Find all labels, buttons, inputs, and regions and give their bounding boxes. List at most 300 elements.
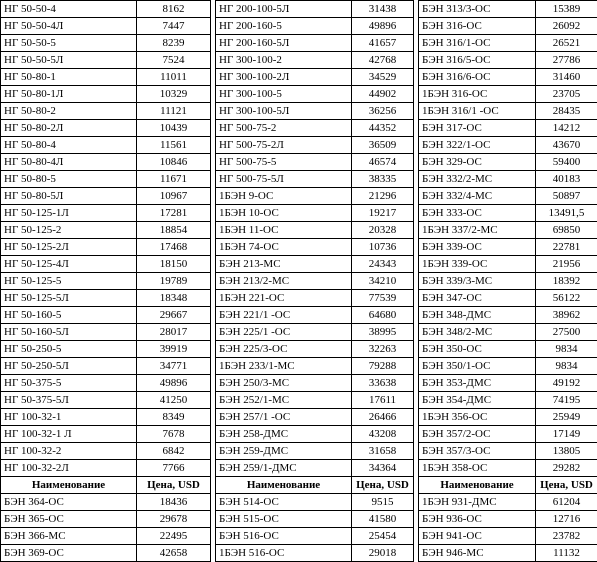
table-row (419, 460, 597, 477)
item-price: 22495 (137, 528, 211, 545)
table-row (1, 52, 211, 69)
table-row (419, 528, 597, 545)
table-row (419, 18, 597, 35)
table-row (216, 307, 414, 324)
item-name: НГ 50-375-5 (1, 375, 137, 392)
item-price: 24343 (352, 256, 414, 273)
table-row (419, 1, 597, 18)
item-price: 31658 (352, 443, 414, 460)
table-row (1, 426, 211, 443)
table-row (419, 188, 597, 205)
item-price: 18150 (137, 256, 211, 273)
table-row (1, 307, 211, 324)
table-row (216, 18, 414, 35)
table-row (1, 69, 211, 86)
item-price: 42658 (137, 545, 211, 562)
item-name: 1БЭН 931-ДМС (419, 494, 536, 511)
table-row (216, 86, 414, 103)
item-price: 41250 (137, 392, 211, 409)
table-row (1, 188, 211, 205)
table-body (419, 1, 597, 562)
table-row (216, 443, 414, 460)
item-name: НГ 200-160-5Л (216, 35, 352, 52)
item-name: 1БЭН 10-ОС (216, 205, 352, 222)
table-row (1, 256, 211, 273)
table-row (419, 86, 597, 103)
item-name: БЭН 347-ОС (419, 290, 536, 307)
table-row (216, 290, 414, 307)
item-price: 23782 (536, 528, 597, 545)
item-price: 6842 (137, 443, 211, 460)
table-row (216, 324, 414, 341)
item-price: 25949 (536, 409, 597, 426)
item-name: БЭН 333-ОС (419, 205, 536, 222)
table-row (216, 69, 414, 86)
table-row (216, 528, 414, 545)
item-name: НГ 300-100-2Л (216, 69, 352, 86)
item-name: НГ 50-50-4 (1, 1, 137, 18)
item-name: НГ 100-32-1 (1, 409, 137, 426)
item-price: 10329 (137, 86, 211, 103)
item-price: 43670 (536, 137, 597, 154)
price-column-3 (418, 0, 597, 550)
item-name: НГ 300-100-5Л (216, 103, 352, 120)
item-name: 1БЭН 339-ОС (419, 256, 536, 273)
column-header-price: Цена, USD (137, 477, 211, 494)
table-row (216, 341, 414, 358)
item-name: БЭН 348-ДМС (419, 307, 536, 324)
item-name: НГ 50-80-4 (1, 137, 137, 154)
item-price: 34210 (352, 273, 414, 290)
item-name: БЭН 365-ОС (1, 511, 137, 528)
item-price: 11011 (137, 69, 211, 86)
item-name: БЭН 332/2-МС (419, 171, 536, 188)
table-row (216, 120, 414, 137)
item-name: БЭН 353-ДМС (419, 375, 536, 392)
item-price: 13491,5 (536, 205, 597, 222)
table-row (419, 307, 597, 324)
item-name: НГ 500-75-2 (216, 120, 352, 137)
item-name: БЭН 316/6-ОС (419, 69, 536, 86)
item-name: НГ 50-50-5Л (1, 52, 137, 69)
table-row (1, 1, 211, 18)
table-row (419, 103, 597, 120)
item-price: 20328 (352, 222, 414, 239)
price-column-2 (215, 0, 413, 550)
item-name: НГ 50-125-2Л (1, 239, 137, 256)
item-name: БЭН 514-ОС (216, 494, 352, 511)
table-row (1, 120, 211, 137)
table-row (1, 154, 211, 171)
item-price: 13805 (536, 443, 597, 460)
item-name: 1БЭН 74-ОС (216, 239, 352, 256)
item-name: БЭН 316-ОС (419, 18, 536, 35)
item-price: 38962 (536, 307, 597, 324)
table-row (216, 1, 414, 18)
column-header-price: Цена, USD (536, 477, 597, 494)
item-price: 19217 (352, 205, 414, 222)
item-price: 39919 (137, 341, 211, 358)
table-row (1, 35, 211, 52)
table-row (1, 409, 211, 426)
table-row (216, 205, 414, 222)
column-header-name: Наименование (419, 477, 536, 494)
table-row (216, 494, 414, 511)
item-name: 1БЭН 233/1-МС (216, 358, 352, 375)
item-name: НГ 200-160-5 (216, 18, 352, 35)
item-price: 69850 (536, 222, 597, 239)
table-row (1, 341, 211, 358)
table-row (419, 324, 597, 341)
item-price: 9834 (536, 341, 597, 358)
table-row (1, 290, 211, 307)
table-row (419, 52, 597, 69)
item-name: БЭН 322/1-ОС (419, 137, 536, 154)
item-name: БЭН 250/3-МС (216, 375, 352, 392)
item-name: НГ 50-80-5Л (1, 188, 137, 205)
table-row (419, 239, 597, 256)
item-price: 34364 (352, 460, 414, 477)
table-row (419, 358, 597, 375)
item-name: БЭН 515-ОС (216, 511, 352, 528)
table-header-row (216, 477, 414, 494)
item-price: 38335 (352, 171, 414, 188)
item-price: 7766 (137, 460, 211, 477)
item-name: НГ 300-100-2 (216, 52, 352, 69)
item-name: БЭН 357/3-ОС (419, 443, 536, 460)
item-name: НГ 50-160-5Л (1, 324, 137, 341)
item-price: 79288 (352, 358, 414, 375)
item-name: БЭН 354-ДМС (419, 392, 536, 409)
price-table-3 (418, 0, 597, 562)
item-name: НГ 200-100-5Л (216, 1, 352, 18)
item-name: БЭН 316/1-ОС (419, 35, 536, 52)
item-price: 42768 (352, 52, 414, 69)
item-price: 7678 (137, 426, 211, 443)
item-price: 26092 (536, 18, 597, 35)
item-price: 56122 (536, 290, 597, 307)
table-row (419, 256, 597, 273)
item-price: 21956 (536, 256, 597, 273)
item-price: 29282 (536, 460, 597, 477)
table-row (216, 511, 414, 528)
item-name: НГ 50-80-2 (1, 103, 137, 120)
item-name: НГ 50-375-5Л (1, 392, 137, 409)
table-row (1, 171, 211, 188)
table-row (419, 69, 597, 86)
item-name: БЭН 364-ОС (1, 494, 137, 511)
item-price: 7524 (137, 52, 211, 69)
item-name: БЭН 259/1-ДМС (216, 460, 352, 477)
item-price: 36509 (352, 137, 414, 154)
table-row (419, 35, 597, 52)
item-name: БЭН 258-ДМС (216, 426, 352, 443)
item-price: 31438 (352, 1, 414, 18)
item-price: 38995 (352, 324, 414, 341)
item-name: БЭН 339-ОС (419, 239, 536, 256)
table-row (419, 171, 597, 188)
table-row (216, 239, 414, 256)
table-row (1, 324, 211, 341)
table-body (1, 1, 211, 562)
item-name: БЭН 225/1 -ОС (216, 324, 352, 341)
table-row (1, 494, 211, 511)
item-name: 1БЭН 11-ОС (216, 222, 352, 239)
item-name: НГ 50-125-2 (1, 222, 137, 239)
item-price: 64680 (352, 307, 414, 324)
table-row (419, 545, 597, 562)
table-row (1, 222, 211, 239)
item-price: 11132 (536, 545, 597, 562)
item-name: 1БЭН 337/2-МС (419, 222, 536, 239)
table-row (216, 358, 414, 375)
table-row (419, 205, 597, 222)
item-price: 22781 (536, 239, 597, 256)
table-row (1, 375, 211, 392)
item-price: 9834 (536, 358, 597, 375)
table-body (216, 1, 414, 562)
item-name: БЭН 946-МС (419, 545, 536, 562)
table-row (1, 392, 211, 409)
price-column-1 (0, 0, 210, 550)
item-price: 28435 (536, 103, 597, 120)
item-price: 25454 (352, 528, 414, 545)
item-price: 18392 (536, 273, 597, 290)
item-name: НГ 50-125-4Л (1, 256, 137, 273)
item-price: 40183 (536, 171, 597, 188)
table-row (419, 273, 597, 290)
item-price: 36256 (352, 103, 414, 120)
table-row (1, 103, 211, 120)
item-price: 44352 (352, 120, 414, 137)
item-name: БЭН 350/1-ОС (419, 358, 536, 375)
item-price: 15389 (536, 1, 597, 18)
item-price: 31460 (536, 69, 597, 86)
item-price: 21296 (352, 188, 414, 205)
item-name: БЭН 329-ОС (419, 154, 536, 171)
table-row (216, 375, 414, 392)
table-row (1, 239, 211, 256)
item-price: 11121 (137, 103, 211, 120)
item-price: 29678 (137, 511, 211, 528)
item-name: НГ 50-80-1 (1, 69, 137, 86)
item-name: НГ 100-32-2 (1, 443, 137, 460)
item-price: 44902 (352, 86, 414, 103)
item-price: 8239 (137, 35, 211, 52)
item-name: БЭН 252/1-МС (216, 392, 352, 409)
item-price: 33638 (352, 375, 414, 392)
table-row (216, 460, 414, 477)
item-price: 26521 (536, 35, 597, 52)
table-row (216, 392, 414, 409)
column-header-name: Наименование (216, 477, 352, 494)
table-row (216, 52, 414, 69)
item-price: 43208 (352, 426, 414, 443)
item-name: 1БЭН 316/1 -ОС (419, 103, 536, 120)
item-name: БЭН 366-МС (1, 528, 137, 545)
item-name: БЭН 221/1 -ОС (216, 307, 352, 324)
table-row (419, 511, 597, 528)
column-header-price: Цена, USD (352, 477, 414, 494)
item-name: БЭН 313/3-ОС (419, 1, 536, 18)
item-price: 10439 (137, 120, 211, 137)
item-name: БЭН 317-ОС (419, 120, 536, 137)
item-name: НГ 50-160-5 (1, 307, 137, 324)
item-name: НГ 50-80-4Л (1, 154, 137, 171)
item-price: 10846 (137, 154, 211, 171)
item-name: 1БЭН 358-ОС (419, 460, 536, 477)
item-name: НГ 50-50-5 (1, 35, 137, 52)
table-row (1, 545, 211, 562)
item-price: 7447 (137, 18, 211, 35)
table-row (419, 154, 597, 171)
item-price: 17468 (137, 239, 211, 256)
item-price: 18348 (137, 290, 211, 307)
table-row (216, 35, 414, 52)
item-name: НГ 300-100-5 (216, 86, 352, 103)
table-row (419, 222, 597, 239)
table-row (216, 222, 414, 239)
table-row (419, 341, 597, 358)
item-name: НГ 50-80-1Л (1, 86, 137, 103)
table-row (419, 375, 597, 392)
item-name: БЭН 369-ОС (1, 545, 137, 562)
item-price: 34529 (352, 69, 414, 86)
table-row (216, 426, 414, 443)
item-name: НГ 100-32-1 Л (1, 426, 137, 443)
table-row (1, 18, 211, 35)
table-header-row (1, 477, 211, 494)
item-price: 11561 (137, 137, 211, 154)
item-name: 1БЭН 9-ОС (216, 188, 352, 205)
table-row (216, 171, 414, 188)
item-price: 12716 (536, 511, 597, 528)
table-row (419, 120, 597, 137)
table-row (419, 443, 597, 460)
table-row (419, 290, 597, 307)
item-price: 10967 (137, 188, 211, 205)
item-name: БЭН 357/2-ОС (419, 426, 536, 443)
item-name: БЭН 941-ОС (419, 528, 536, 545)
item-name: БЭН 213-МС (216, 256, 352, 273)
table-row (216, 188, 414, 205)
item-name: НГ 50-125-1Л (1, 205, 137, 222)
column-header-name: Наименование (1, 477, 137, 494)
table-header-row (419, 477, 597, 494)
item-price: 17281 (137, 205, 211, 222)
item-name: БЭН 339/3-МС (419, 273, 536, 290)
table-row (419, 137, 597, 154)
item-name: БЭН 332/4-МС (419, 188, 536, 205)
table-row (1, 460, 211, 477)
table-row (1, 86, 211, 103)
item-price: 8162 (137, 1, 211, 18)
item-price: 29667 (137, 307, 211, 324)
item-price: 10736 (352, 239, 414, 256)
item-price: 49192 (536, 375, 597, 392)
item-price: 26466 (352, 409, 414, 426)
item-price: 9515 (352, 494, 414, 511)
item-name: БЭН 350-ОС (419, 341, 536, 358)
item-price: 19789 (137, 273, 211, 290)
item-name: НГ 50-250-5Л (1, 358, 137, 375)
item-price: 34771 (137, 358, 211, 375)
item-name: БЭН 225/3-ОС (216, 341, 352, 358)
item-name: НГ 100-32-2Л (1, 460, 137, 477)
item-price: 8349 (137, 409, 211, 426)
table-row (419, 392, 597, 409)
item-name: БЭН 348/2-МС (419, 324, 536, 341)
table-row (1, 528, 211, 545)
table-row (419, 409, 597, 426)
item-price: 14212 (536, 120, 597, 137)
item-price: 27786 (536, 52, 597, 69)
item-name: НГ 50-125-5 (1, 273, 137, 290)
table-row (1, 358, 211, 375)
item-name: НГ 50-80-2Л (1, 120, 137, 137)
table-row (216, 256, 414, 273)
table-row (216, 103, 414, 120)
item-name: БЭН 936-ОС (419, 511, 536, 528)
item-name: БЭН 516-ОС (216, 528, 352, 545)
item-price: 41580 (352, 511, 414, 528)
item-name: НГ 500-75-2Л (216, 137, 352, 154)
table-row (216, 545, 414, 562)
item-price: 49896 (137, 375, 211, 392)
table-row (216, 154, 414, 171)
item-price: 74195 (536, 392, 597, 409)
item-name: БЭН 257/1 -ОС (216, 409, 352, 426)
item-price: 49896 (352, 18, 414, 35)
item-price: 59400 (536, 154, 597, 171)
item-name: НГ 50-125-5Л (1, 290, 137, 307)
price-table-2 (215, 0, 414, 562)
table-row (419, 426, 597, 443)
table-row (419, 494, 597, 511)
item-price: 27500 (536, 324, 597, 341)
item-name: НГ 50-50-4Л (1, 18, 137, 35)
item-price: 32263 (352, 341, 414, 358)
item-price: 18854 (137, 222, 211, 239)
item-price: 11671 (137, 171, 211, 188)
item-price: 61204 (536, 494, 597, 511)
item-name: 1БЭН 356-ОС (419, 409, 536, 426)
table-row (216, 137, 414, 154)
table-row (1, 511, 211, 528)
table-row (216, 273, 414, 290)
price-table-1 (0, 0, 211, 562)
item-name: НГ 50-80-5 (1, 171, 137, 188)
item-name: НГ 50-250-5 (1, 341, 137, 358)
table-row (1, 273, 211, 290)
item-price: 28017 (137, 324, 211, 341)
item-name: 1БЭН 516-ОС (216, 545, 352, 562)
item-name: 1БЭН 221-ОС (216, 290, 352, 307)
item-name: 1БЭН 316-ОС (419, 86, 536, 103)
item-name: БЭН 259-ДМС (216, 443, 352, 460)
item-price: 29018 (352, 545, 414, 562)
item-price: 18436 (137, 494, 211, 511)
table-row (1, 205, 211, 222)
item-price: 41657 (352, 35, 414, 52)
table-row (216, 409, 414, 426)
item-price: 17611 (352, 392, 414, 409)
item-price: 46574 (352, 154, 414, 171)
item-name: БЭН 316/5-ОС (419, 52, 536, 69)
table-row (1, 137, 211, 154)
table-row (1, 443, 211, 460)
item-price: 77539 (352, 290, 414, 307)
